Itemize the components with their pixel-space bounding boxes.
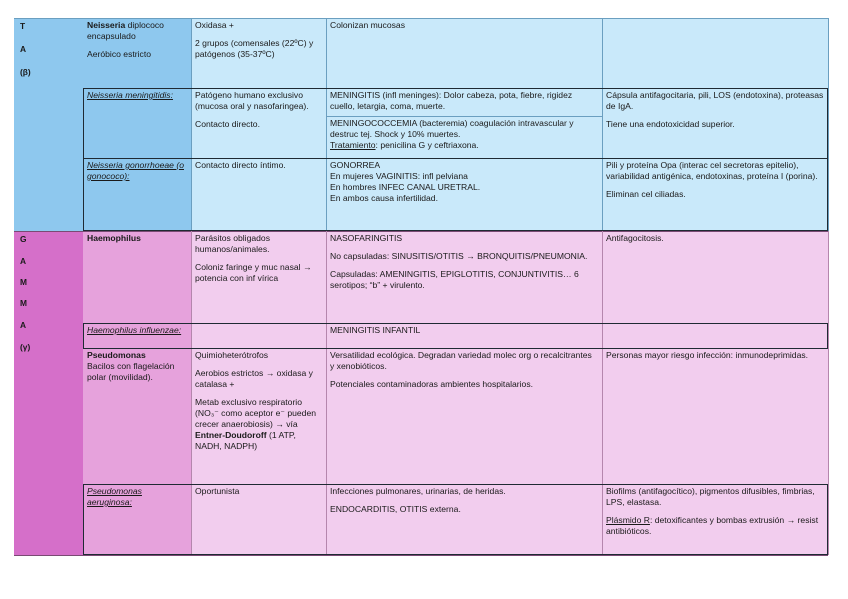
aeruginosa-endocarditis: ENDOCARDITIS, OTITIS externa. [330, 504, 461, 514]
haemophilus-genus-name: Haemophilus [87, 233, 141, 243]
neisseria-aerobic: Aeróbico estricto [87, 49, 152, 59]
gonorrhoeae-men: En hombres INFEC CANAL URETRAL. [330, 182, 481, 192]
meningitidis-meningitis: MENINGITIS (infl meninges): Dolor cabeza, pota, fiebre, rigidez cuello, letargia, coma, muerte. [330, 90, 573, 111]
meningitidis-gonorrhoeae-box [83, 88, 828, 231]
neisseria-oxidasa: Oxidasa + [195, 20, 234, 30]
haemophilus-coloniz: Coloniz faringe y muc nasal → potencia con inf vírica [195, 262, 312, 283]
haemophilus-parasites: Parásitos obligados humanos/animales. [195, 233, 271, 254]
meningitidis-host: Patógeno humano exclusivo (mucosa oral y nasofaringea). [195, 90, 309, 111]
gonorrhoeae-name: Neisseria gonorrhoeae (o gonococo): [87, 160, 184, 181]
grid-line [14, 555, 828, 556]
haemophilus-genus-cell [83, 231, 191, 323]
pseudomonas-virulence-cell [602, 348, 828, 484]
haemophilus-no-capsuladas: No capsuladas: SINUSITIS/OTITIS → BRONQUITIS/PNEUMONIA. [330, 251, 588, 261]
meningitidis-contact: Contacto directo. [195, 119, 260, 129]
gamma-letter-m1: M [20, 277, 27, 287]
haemophilus-disease-cell [326, 231, 602, 323]
meningitidis-capsule: Cápsula antifagocitaria, pili, LOS (endotoxina), proteasas de IgA. [606, 90, 824, 111]
meningitidis-endotoxicity: Tiene una endotoxicidad superior. [606, 119, 735, 129]
gamma-letter-m2: M [20, 298, 27, 308]
beta-letter-t: T [20, 21, 26, 31]
grid-line [14, 231, 828, 232]
grid-line [14, 18, 828, 19]
gamma-letter-gamma: (γ) [20, 342, 31, 352]
meningitidis-meningococcemia: MENINGOCOCCEMIA (bacteremia) coagulación intravascular y destruc tej. Shock y 10% muertes. [330, 118, 574, 139]
pseudomonas-contaminadoras: Potenciales contaminadoras ambientes hospitalarios. [330, 379, 534, 389]
aeruginosa-plasmido-text: : detoxificantes y bombas extrusión → resist antibióticos. [606, 515, 819, 536]
pseudomonas-disease-cell [326, 348, 602, 484]
gamma-letter-a2: A [20, 320, 27, 330]
pseudomonas-metab-text: Metab exclusivo respiratorio (NO₃⁻ como aceptor e⁻ pueden crecer anaerobiosis) → vía [195, 397, 317, 429]
neisseria-groups: 2 grupos (comensales (22ºC) y patógenos (35-37ºC) [195, 38, 314, 59]
gonorrhoeae-contact: Contacto directo íntimo. [195, 160, 286, 170]
pseudomonas-riesgo: Personas mayor riesgo infección: inmunodeprimidas. [606, 350, 809, 360]
pseudomonas-bacilos: Bacilos con flagelación polar (movilidad). [87, 361, 175, 382]
influenzae-name: Haemophilus influenzae: [87, 325, 182, 335]
haemophilus-antifagocitosis: Antifagocitosis. [606, 233, 664, 243]
neisseria-mucosas: Colonizan mucosas [330, 20, 405, 30]
influenzae-meningitis: MENINGITIS INFANTIL [330, 325, 421, 335]
haemophilus-nasofaringitis: NASOFARINGITIS [330, 233, 403, 243]
aeruginosa-oportunista: Oportunista [195, 486, 240, 496]
grid-line [828, 18, 829, 231]
pseudomonas-genus-name: Pseudomonas [87, 350, 146, 360]
aeruginosa-infecciones: Infecciones pulmonares, urinarias, de heridas. [330, 486, 506, 496]
pseudomonas-metab [195, 397, 322, 452]
aeruginosa-plasmido-label: Plásmido R [606, 515, 650, 525]
gonorrhoeae-women: En mujeres VAGINITIS: infl pelviana [330, 171, 468, 181]
grid-line [828, 231, 829, 555]
neisseria-virulence-cell [602, 18, 828, 88]
haemophilus-virulence-cell [602, 231, 828, 323]
gonorrhoeae-both: En ambos causa infertilidad. [330, 193, 438, 203]
aeruginosa-box [83, 484, 828, 555]
beta-letter-a: A [20, 44, 27, 54]
gonorrhoeae-gonorrea: GONORREA [330, 160, 381, 170]
neisseria-genus-cell [83, 18, 191, 88]
pseudomonas-versatilidad: Versatilidad ecológica. Degradan variedad molec org o recalcitrantes y xenobióticos. [330, 350, 592, 371]
neisseria-genus-text [87, 20, 187, 42]
pseudomonas-aerobios: Aerobios estrictos → oxidasa y catalasa + [195, 368, 313, 389]
neisseria-genus-desc: diplococo encapsulado [87, 20, 164, 41]
neisseria-genus-name: Neisseria [87, 20, 126, 30]
gonorrhoeae-ciliadas: Eliminan cel ciliadas. [606, 189, 686, 199]
gamma-letter-a1: A [20, 256, 27, 266]
neisseria-disease-cell [326, 18, 602, 88]
pseudomonas-entner: Entner-Doudoroff [195, 430, 267, 440]
beta-letter-beta: (β) [20, 67, 31, 77]
aeruginosa-biofilms: Biofilms (antifagocítico), pigmentos difusibles, fimbrias, LPS, elastasa. [606, 486, 815, 507]
haemophilus-capsuladas: Capsuladas: AMENINGITIS, EPIGLOTITIS, CONJUNTIVITIS… 6 serotipos; “b” + virulento. [330, 269, 579, 290]
grid-line [83, 158, 828, 159]
pseudomonas-atp: (1 ATP, NADH, NADPH) [195, 430, 296, 451]
haemophilus-features-cell [191, 231, 326, 323]
pseudomonas-features-cell [191, 348, 326, 484]
aeruginosa-name: Pseudomonas aeruginosa: [87, 486, 142, 507]
gonorrhoeae-pili: Pili y proteína Opa (interac cel secretoras epitelio), variabilidad antigénica, endotoxinas, proteína I (porina). [606, 160, 818, 181]
meningitidis-treatment-label: Tratamiento [330, 140, 376, 150]
neisseria-features-cell [191, 18, 326, 88]
pseudomonas-genus-cell [83, 348, 191, 484]
meningitidis-treatment-text: : penicilina G y ceftriaxona. [375, 140, 479, 150]
gamma-letter-g: G [20, 234, 27, 244]
meningitidis-name: Neisseria meningitidis: [87, 90, 173, 100]
influenzae-box [83, 323, 828, 349]
pseudomonas-quimio: Quimioheterótrofos [195, 350, 269, 360]
